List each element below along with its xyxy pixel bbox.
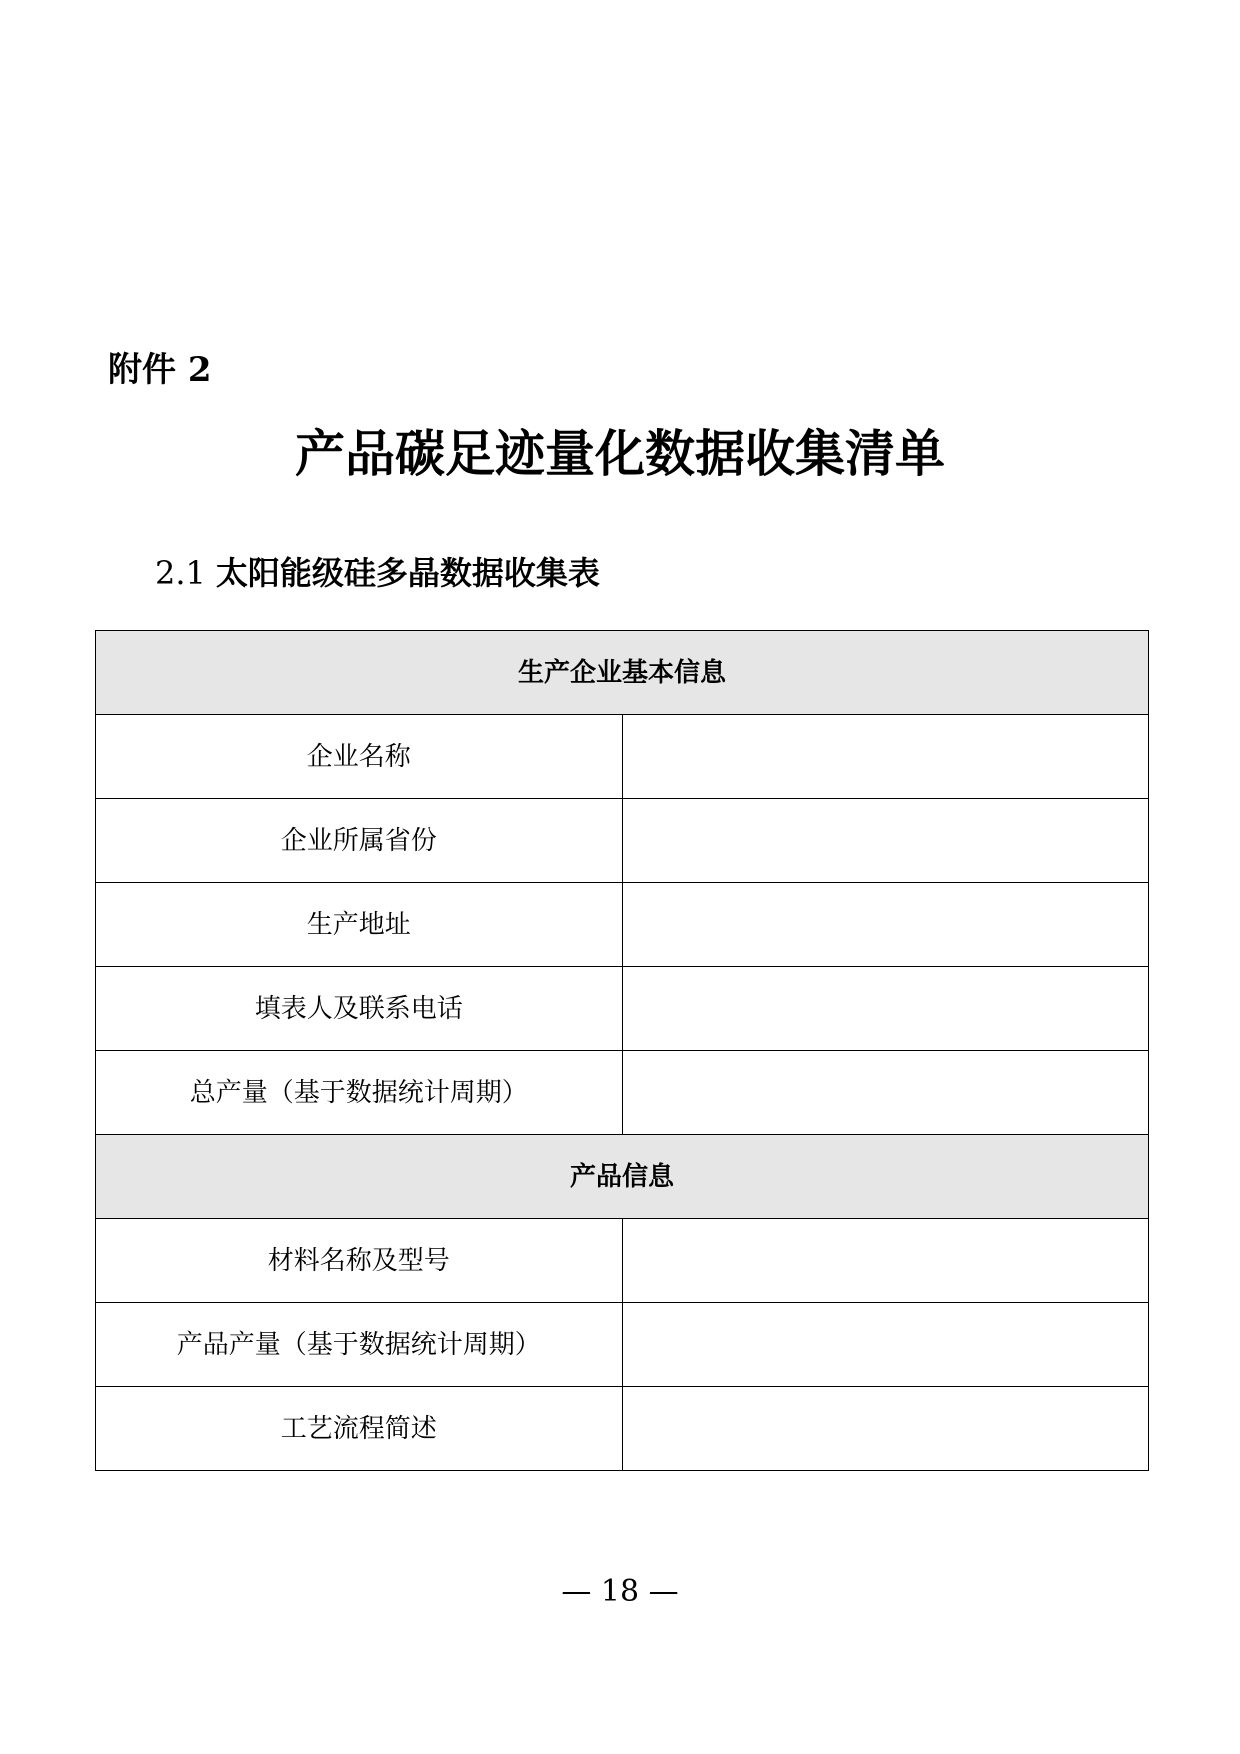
row-value-contact[interactable]	[622, 967, 1149, 1051]
row-value-process-description[interactable]	[622, 1387, 1149, 1471]
row-label-contact: 填表人及联系电话	[96, 967, 623, 1051]
row-value-company-name[interactable]	[622, 715, 1149, 799]
row-value-province[interactable]	[622, 799, 1149, 883]
section-title: 太阳能级硅多晶数据收集表	[215, 554, 600, 592]
table-row	[96, 1303, 1149, 1387]
row-label-company-name: 企业名称	[96, 715, 623, 799]
data-collection-table	[95, 630, 1149, 1471]
table-row	[96, 883, 1149, 967]
row-label-process-description: 工艺流程简述	[96, 1387, 623, 1471]
table-row	[96, 1051, 1149, 1135]
row-value-production-address[interactable]	[622, 883, 1149, 967]
table-row	[96, 967, 1149, 1051]
section-header-product-info: 产品信息	[96, 1135, 1149, 1219]
row-value-total-output[interactable]	[622, 1051, 1149, 1135]
table-row	[96, 1219, 1149, 1303]
row-label-production-address: 生产地址	[96, 883, 623, 967]
table-section-header-row	[96, 631, 1149, 715]
section-number: 2.1	[155, 554, 206, 592]
row-label-province: 企业所属省份	[96, 799, 623, 883]
section-header-company-info: 生产企业基本信息	[96, 631, 1149, 715]
table-section-header-row	[96, 1135, 1149, 1219]
row-label-material-name: 材料名称及型号	[96, 1219, 623, 1303]
document-title: 产品碳足迹量化数据收集清单	[295, 424, 945, 483]
section-heading	[155, 553, 600, 593]
page-number: — 18 —	[561, 1574, 679, 1609]
row-label-total-output: 总产量（基于数据统计周期）	[96, 1051, 623, 1135]
table-row	[96, 1387, 1149, 1471]
table-row	[96, 799, 1149, 883]
table-row	[96, 715, 1149, 799]
row-value-material-name[interactable]	[622, 1219, 1149, 1303]
row-label-product-output: 产品产量（基于数据统计周期）	[96, 1303, 623, 1387]
row-value-product-output[interactable]	[622, 1303, 1149, 1387]
attachment-label: 附件 2	[108, 350, 212, 390]
